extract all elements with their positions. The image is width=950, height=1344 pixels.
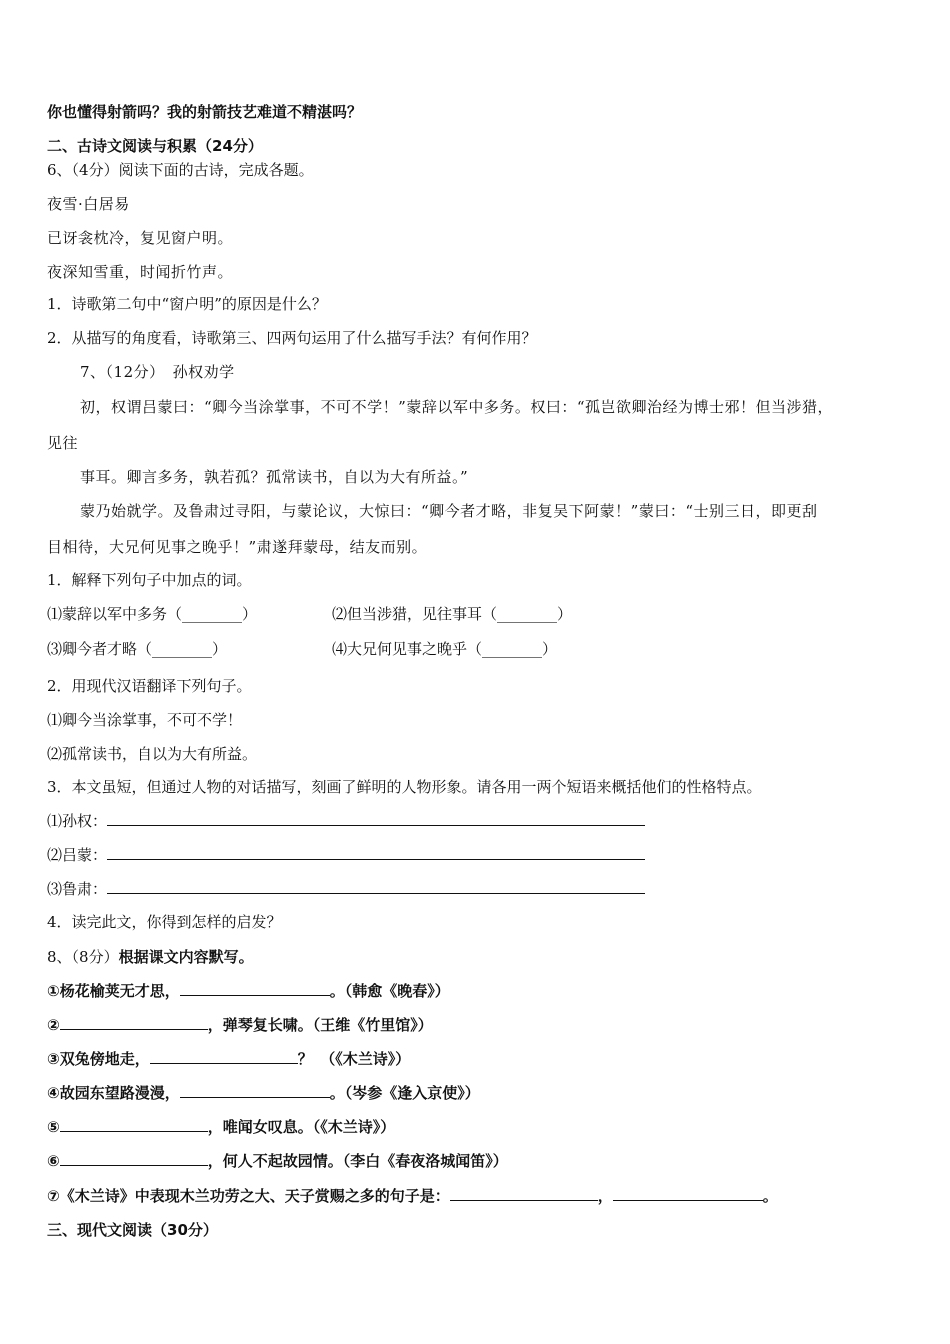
dictation-item[interactable]: [47, 1117, 395, 1137]
dictation-text: ⑦《木兰诗》中表现木兰功劳之大、天子赏赐之多的句子是：: [47, 1187, 450, 1205]
question-title: 7、（12分） 孙权劝学: [80, 363, 235, 381]
answer-underline[interactable]: [107, 811, 645, 826]
translate-item: ⑵孤常读书，自以为大有所益。: [47, 745, 258, 763]
dictation-text: ，唯闻女叹息。（《木兰诗》）: [207, 1118, 396, 1136]
passage-line: 见往: [47, 434, 79, 452]
poem-title: 夜雪·白居易: [47, 195, 130, 213]
passage-line: 目相待，大兄何见事之晚乎！”肃遂拜蒙母，结友而别。: [47, 538, 428, 556]
answer-underline[interactable]: [450, 1186, 598, 1201]
dictation-item[interactable]: [47, 1049, 410, 1069]
passage-line: 事耳。卿言多务，孰若孤？孤常读书，自以为大有所益。”: [80, 468, 469, 486]
dictation-text: 。（韩愈《晚春》）: [329, 982, 450, 1000]
answer-row-lusu[interactable]: [47, 879, 645, 899]
section-heading: 二、古诗文阅读与积累（24分）: [47, 137, 263, 155]
answer-row-lvmeng[interactable]: [47, 845, 645, 865]
answer-underline[interactable]: [180, 1083, 330, 1098]
dictation-text: ？ （《木兰诗》）: [297, 1050, 411, 1068]
answer-underline[interactable]: [180, 981, 330, 996]
answer-label: ⑴孙权：: [47, 812, 108, 830]
answer-underline[interactable]: [150, 1049, 298, 1064]
translate-item: ⑴卿今当涂掌事，不可不学！: [47, 711, 243, 729]
answer-underline[interactable]: [60, 1117, 208, 1132]
answer-label: ⑵吕蒙：: [47, 846, 108, 864]
question-title: 6、（4分）阅读下面的古诗，完成各题。: [47, 161, 314, 179]
dictation-item[interactable]: [47, 1015, 433, 1035]
question-instruction: 根据课文内容默写。: [118, 948, 254, 966]
blank-item[interactable]: ⑷大兄何见事之晚乎（________）: [332, 640, 558, 658]
dictation-text: ，何人不起故园情。（李白《春夜洛城闻笛》）: [207, 1152, 508, 1170]
dictation-text: ⑤: [47, 1118, 60, 1136]
answer-underline[interactable]: [60, 1015, 208, 1030]
dictation-text: ①杨花榆荚无才思，: [47, 982, 180, 1000]
answer-row-sunquan[interactable]: [47, 811, 645, 831]
sub-question: 1．诗歌第二句中“窗户明”的原因是什么？: [47, 295, 327, 313]
dictation-text: ，弹琴复长啸。（王维《竹里馆》）: [207, 1016, 433, 1034]
dictation-item[interactable]: [47, 1083, 480, 1103]
dictation-text: ③双兔傍地走，: [47, 1050, 150, 1068]
text-line: 你也懂得射箭吗？我的射箭技艺难道不精湛吗？: [47, 103, 363, 121]
dictation-text: ④故园东望路漫漫，: [47, 1084, 180, 1102]
dictation-item[interactable]: [47, 1186, 778, 1206]
sub-question: 1．解释下列句子中加点的词。: [47, 571, 252, 589]
answer-underline[interactable]: [613, 1186, 763, 1201]
answer-label: ⑶鲁肃：: [47, 880, 108, 898]
dictation-text: 。（岑参《逢入京使》）: [329, 1084, 480, 1102]
dictation-text: ⑥: [47, 1152, 60, 1170]
answer-underline[interactable]: [60, 1151, 208, 1166]
blank-item[interactable]: ⑵但当涉猎，见往事耳（________）: [332, 605, 573, 623]
sub-question: 4．读完此文，你得到怎样的启发？: [47, 913, 282, 931]
poem-line: 夜深知雪重，时闻折竹声。: [47, 263, 234, 281]
blank-item[interactable]: ⑴蒙辞以军中多务（________）: [47, 605, 258, 623]
answer-underline[interactable]: [107, 879, 645, 894]
dictation-text: 。: [762, 1187, 778, 1205]
answer-underline[interactable]: [107, 845, 645, 860]
passage-line: 初，权谓吕蒙曰：“卿今当涂掌事，不可不学！”蒙辞以军中多务。权曰：“孤岂欲卿治经为博士邪！但当涉猎，: [80, 398, 834, 416]
sub-question: 2．从描写的角度看，诗歌第三、四两句运用了什么描写手法？有何作用？: [47, 329, 537, 347]
passage-line: 蒙乃始就学。及鲁肃过寻阳，与蒙论议，大惊曰：“卿今者才略，非复吴下阿蒙！”蒙曰：“士别三日，即更刮: [80, 502, 818, 520]
blank-item[interactable]: ⑶卿今者才略（________）: [47, 640, 228, 658]
question-title: [47, 947, 254, 967]
dictation-text: ②: [47, 1016, 60, 1034]
dictation-item[interactable]: [47, 1151, 508, 1171]
section-heading: 三、现代文阅读（30分）: [47, 1221, 218, 1239]
sub-question: 2．用现代汉语翻译下列句子。: [47, 677, 252, 695]
sub-question: 3．本文虽短，但通过人物的对话描写，刻画了鲜明的人物形象。请各用一两个短语来概括他们的性格特点。: [47, 778, 762, 796]
question-number: 8、（8分）: [47, 948, 119, 966]
dictation-text: ，: [597, 1187, 613, 1205]
poem-line: 已讶衾枕冷，复见窗户明。: [47, 229, 234, 247]
dictation-item[interactable]: [47, 981, 450, 1001]
